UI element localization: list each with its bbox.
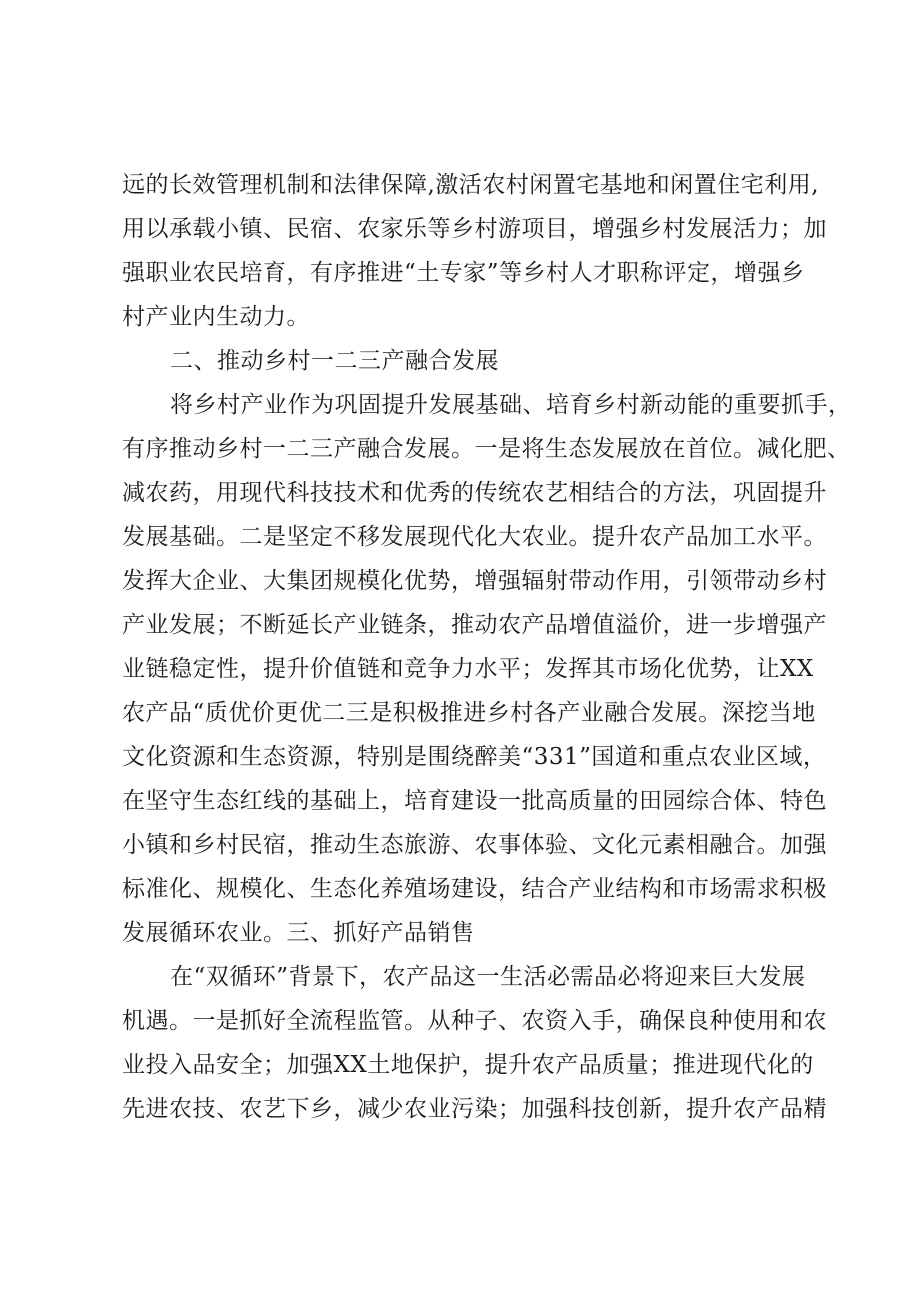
text-line: 村产业内生动力。: [122, 304, 310, 330]
text-line: 强职业农民培育，有序推进“土专家”等乡村人才职称评定，增强乡: [122, 260, 805, 286]
text-line: 减农药，用现代科技技术和优秀的传统农艺相结合的方法，巩固提升: [122, 480, 827, 506]
paragraph-first-line: 将乡村产业作为巩固提升发展基础、培育乡村新动能的重要抓手，: [170, 392, 852, 418]
text-line: 文化资源和生态资源，特别是围绕醉美“331”国道和重点农业区域，: [122, 744, 827, 770]
text-line: 业投入品安全；加强XX土地保护，提升农产品质量；推进现代化的: [122, 1052, 814, 1078]
text-line: 发展基础。二是坚定不移发展现代化大农业。提升农产品加工水平。: [122, 524, 827, 550]
paragraph-first-line: 在“双循环”背景下，农产品这一生活必需品必将迎来巨大发展: [170, 964, 806, 990]
text-line: 有序推动乡村一二三产融合发展。一是将生态发展放在首位。减化肥、: [122, 436, 851, 462]
text-line: 业链稳定性，提升价值链和竞争力水平；发挥其市场化优势，让XX: [122, 656, 814, 682]
text-line: 远的长效管理机制和法律保障,激活农村闲置宅基地和闲置住宅利用,: [122, 172, 820, 198]
text-line: 标准化、规模化、生态化养殖场建设，结合产业结构和市场需求积极: [122, 876, 827, 902]
text-line: 用以承载小镇、民宿、农家乐等乡村游项目，增强乡村发展活力；加: [122, 216, 827, 242]
text-line: 产业发展；不断延长产业链条，推动农产品增值溢价，进一步增强产: [122, 612, 827, 638]
text-line: 机遇。一是抓好全流程监管。从种子、农资入手，确保良种使用和农: [122, 1008, 827, 1034]
section-heading: 二、推动乡村一二三产融合发展: [170, 348, 499, 374]
text-line: 先进农技、农艺下乡，减少农业污染；加强科技创新，提升农产品精: [122, 1096, 827, 1122]
text-line: 发挥大企业、大集团规模化优势，增强辐射带动作用，引领带动乡村: [122, 568, 827, 594]
text-line: 农产品“质优价更优二三是积极推进乡村各产业融合发展。深挖当地: [122, 700, 816, 726]
text-line: 在坚守生态红线的基础上，培育建设一批高质量的田园综合体、特色: [122, 788, 827, 814]
text-line: 小镇和乡村民宿，推动生态旅游、农事体验、文化元素相融合。加强: [122, 832, 827, 858]
text-line: 发展循环农业。三、抓好产品销售: [122, 920, 475, 946]
